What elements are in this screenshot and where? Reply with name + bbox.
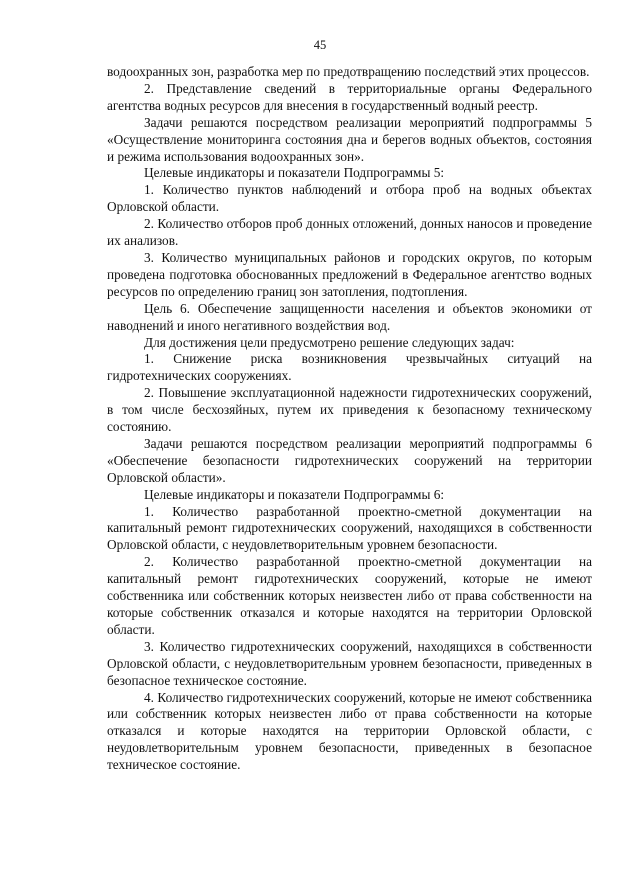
paragraph-tasks-subprogram-6: Задачи решаются посредством реализации мероприятий подпрограммы 6 «Обеспечение безопасности гидротехнических сооружений на территории Орловской области». — [107, 435, 592, 485]
document-body — [107, 64, 592, 774]
paragraph-task-1: 1. Снижение риска возникновения чрезвычайных ситуаций на гидротехнических сооружениях. — [107, 351, 592, 384]
paragraph-indicator-5-2: 2. Количество отборов проб донных отложений, донных наносов и проведение их анализов. — [107, 216, 592, 249]
paragraph-indicators-heading-5: Целевые индикаторы и показатели Подпрограммы 5: — [144, 165, 445, 181]
paragraph-indicator-5-3: 3. Количество муниципальных районов и городских округов, по которым проведена подготовка обоснованных предложений в Федеральное агентство водных ресурсов по определению границ зон затопления, подтопления. — [107, 249, 592, 299]
paragraph-indicator-6-2: 2. Количество разработанной проектно-сметной документации на капитальный ремонт гидротехнических сооружений, которые не имеют собственника или собственник которых неизвестен либо от права собственности на которые собственник отказался и которые находятся на территории Орловской области. — [107, 554, 592, 637]
paragraph-indicator-6-4: 4. Количество гидротехнических сооружений, которые не имеют собственника или собственник которых неизвестен либо от права собственности на которые отказался и которые находятся на территории Орловской области, с неудовлетворительным уровнем безопасности, приведенных в безопасное техническое состояние. — [107, 689, 592, 773]
paragraph-goal-6: Цель 6. Обеспечение защищенности населения и объектов экономики от наводнений и иного негативного воздействия вод. — [107, 300, 592, 333]
paragraph-indicator-5-1: 1. Количество пунктов наблюдений и отбора проб на водных объектах Орловской области. — [107, 182, 592, 215]
paragraph-continuation: водоохранных зон, разработка мер по предотвращению последствий этих процессов. — [107, 64, 590, 79]
paragraph-item-2: 2. Представление сведений в территориальные органы Федерального агентства водных ресурсов для внесения в государственный водный реестр. — [107, 80, 592, 113]
paragraph-indicators-heading-6: Целевые индикаторы и показатели Подпрограммы 6: — [144, 486, 445, 502]
paragraph-indicator-6-3: 3. Количество гидротехнических сооружений, находящихся в собственности Орловской области, с неудовлетворительным уровнем безопасности, приведенных в безопасное техническое состояние. — [107, 638, 592, 688]
paragraph-tasks-intro: Для достижения цели предусмотрено решение следующих задач: — [144, 334, 515, 350]
page-number: 45 — [313, 38, 327, 52]
paragraph-tasks-subprogram-5: Задачи решаются посредством реализации мероприятий подпрограммы 5 «Осуществление мониторинга состояния дна и берегов водных объектов, состояния и режима использования водоохранных зон». — [107, 114, 592, 164]
paragraph-indicator-6-1: 1. Количество разработанной проектно-сметной документации на капитальный ремонт гидротехнических сооружений, находящихся в собственности Орловской области, с неудовлетворительным уровнем безопасности. — [107, 503, 592, 553]
paragraph-task-2: 2. Повышение эксплуатационной надежности гидротехнических сооружений, в том числе бесхозяйных, путем их приведения к безопасному техническому состоянию. — [107, 385, 592, 435]
